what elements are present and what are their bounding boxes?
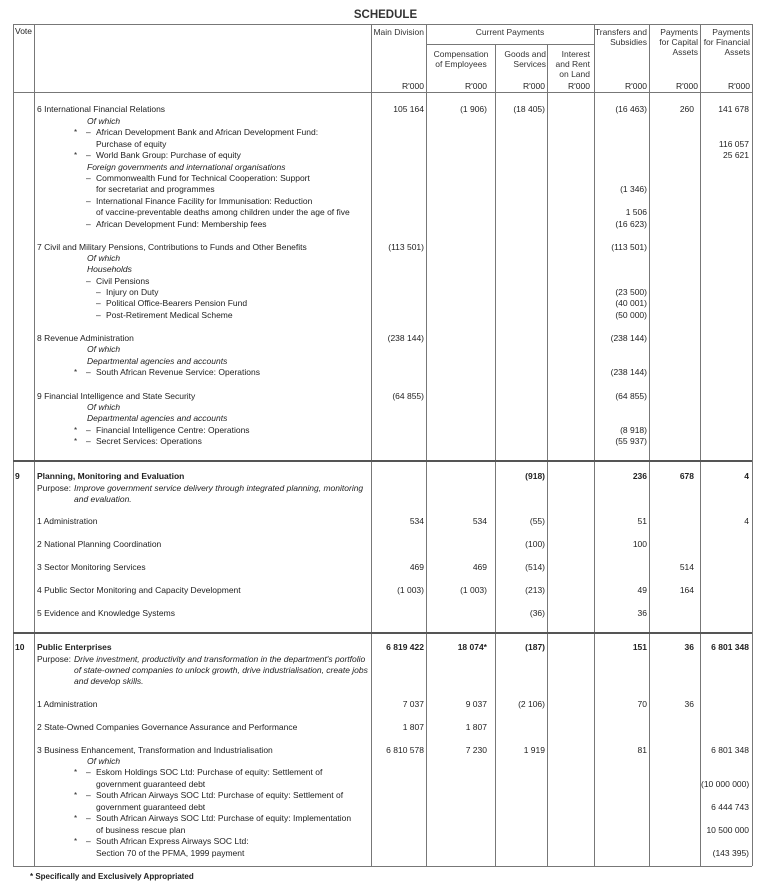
cell-trans: (238 144) (610, 367, 647, 377)
cell-cap: 260 (679, 104, 694, 114)
row-label: Commonwealth Fund for Technical Cooperation: Support (96, 173, 310, 183)
cell-trans: (55 937) (615, 436, 647, 446)
row-label: Section 70 of the PFMA, 1999 payment (96, 848, 245, 858)
row-label: 2 National Planning Coordination (37, 539, 162, 549)
cell-fin: 6 801 348 (711, 642, 749, 652)
row-label: 6 International Financial Relations (37, 104, 166, 114)
cell-goods: (100) (525, 539, 545, 549)
cell-goods: (187) (525, 642, 545, 652)
row-label: International Finance Facility for Immunisation: Reduction (96, 196, 313, 206)
unit-goods: R'000 (523, 81, 545, 91)
row-label: Post-Retirement Medical Scheme (106, 310, 233, 320)
cell-main: 6 819 422 (386, 642, 424, 652)
row-label: government guaranteed debt (96, 779, 206, 789)
cell-fin: (10 000 000) (701, 779, 750, 789)
list-dash: – (86, 150, 91, 160)
list-dash: – (86, 790, 91, 800)
row-label: of business rescue plan (96, 825, 186, 835)
cell-fin: (143 395) (712, 848, 749, 858)
row-label: Of which (87, 253, 121, 263)
cell-fin: 116 057 (718, 139, 749, 149)
cell-main: 7 037 (402, 699, 424, 709)
cell-trans: (64 855) (615, 391, 647, 401)
row-label: Secret Services: Operations (96, 436, 202, 446)
appropriation-marker: * (74, 814, 78, 823)
cell-main: (1 003) (397, 585, 424, 595)
row-label: Improve government service delivery through integrated planning, monitoring (74, 483, 364, 493)
interest-header-2: and Rent (555, 59, 590, 69)
grid-vline (371, 24, 372, 866)
financial-header-3: Assets (724, 47, 750, 57)
row-label: of vaccine-preventable deaths among children under the age of five (96, 207, 350, 217)
grid-vline (13, 24, 14, 866)
row-label: 3 Business Enhancement, Transformation and Industrialisation (37, 745, 273, 755)
unit-transfers: R'000 (625, 81, 647, 91)
cell-cap: 36 (684, 699, 694, 709)
list-dash: – (86, 219, 91, 229)
vote-number: 10 (15, 642, 25, 652)
cell-cap: 514 (679, 562, 694, 572)
cell-goods: (55) (529, 516, 545, 526)
cell-comp: 18 074* (457, 642, 487, 652)
schedule-title: SCHEDULE (353, 9, 418, 21)
cell-main: (238 144) (387, 333, 424, 343)
cell-main: 469 (409, 562, 424, 572)
row-label: African Development Fund: Membership fees (96, 219, 267, 229)
cell-fin: 4 (744, 516, 749, 526)
cell-main: 6 810 578 (386, 745, 424, 755)
row-label: South African Airways SOC Ltd: Purchase of equity: Implementation (96, 813, 352, 823)
footnote: * Specifically and Exclusively Appropriated (30, 872, 194, 881)
cell-main: (64 855) (392, 391, 424, 401)
cell-fin: 6 801 348 (711, 745, 749, 755)
row-label: 5 Evidence and Knowledge Systems (37, 608, 175, 618)
row-label: Of which (87, 344, 121, 354)
cell-comp: 534 (472, 516, 487, 526)
unit-compensation: R'000 (465, 81, 487, 91)
cell-trans: 81 (637, 745, 647, 755)
cell-trans: (40 001) (615, 298, 647, 308)
row-label: 1 Administration (37, 699, 98, 709)
cell-goods: (213) (525, 585, 545, 595)
capital-header-2: for Capital (659, 37, 698, 47)
cell-fin: 141 678 (718, 104, 749, 114)
goods-header-1: Goods and (504, 49, 546, 59)
appropriation-marker: * (74, 128, 78, 137)
row-label: African Development Bank and African Development Fund: (96, 127, 319, 137)
row-label: South African Airways SOC Ltd: Purchase of equity: Settlement of (96, 790, 344, 800)
row-label: South African Revenue Service: Operations (96, 367, 260, 377)
grid-vline (547, 44, 548, 866)
cell-comp: 1 807 (465, 722, 487, 732)
cell-main: 534 (409, 516, 424, 526)
list-dash: – (86, 836, 91, 846)
cell-fin: 4 (744, 471, 749, 481)
row-label: for secretariat and programmes (96, 184, 215, 194)
row-label: Public Enterprises (37, 642, 112, 652)
cell-trans: 36 (637, 608, 647, 618)
interest-header-1: Interest (561, 49, 590, 59)
row-label: Households (87, 264, 132, 274)
cell-goods: (918) (525, 471, 545, 481)
list-dash: – (96, 287, 101, 297)
cell-main: (113 501) (388, 242, 424, 252)
row-label: 7 Civil and Military Pensions, Contributions to Funds and Other Benefits (37, 242, 307, 252)
cell-main: 105 164 (393, 104, 424, 114)
compensation-header-1: Compensation (433, 49, 489, 59)
grid-vline (426, 24, 427, 866)
cell-trans: 236 (632, 471, 647, 481)
cell-trans: (50 000) (615, 310, 647, 320)
cell-trans: 1 506 (625, 207, 647, 217)
transfers-header-2: Subsidies (610, 37, 647, 47)
cell-fin: 6 444 743 (711, 802, 749, 812)
current-payments-header: Current Payments (475, 27, 545, 37)
grid-vline (495, 44, 496, 866)
unit-interest: R'000 (568, 81, 590, 91)
row-label: Drive investment, productivity and transformation in the department's portfolio (74, 654, 366, 664)
list-dash: – (86, 767, 91, 777)
financial-header-1: Payments (712, 27, 750, 37)
row-label: Foreign governments and international organisations (87, 162, 286, 172)
grid-hline (13, 460, 752, 462)
row-label: and develop skills. (74, 676, 144, 686)
purpose-label: Purpose: (37, 654, 72, 664)
cell-comp: (1 003) (460, 585, 487, 595)
row-label: 2 State-Owned Companies Governance Assurance and Performance (37, 722, 298, 732)
list-dash: – (86, 436, 91, 446)
row-label: Eskom Holdings SOC Ltd: Purchase of equity: Settlement of (96, 767, 323, 777)
cell-comp: 7 230 (465, 745, 487, 755)
list-dash: – (86, 196, 91, 206)
unit-financial: R'000 (728, 81, 750, 91)
grid-hline (13, 92, 752, 93)
unit-main: R'000 (402, 81, 424, 91)
row-label: Planning, Monitoring and Evaluation (37, 471, 185, 481)
grid-vline (752, 24, 753, 866)
row-label: Departmental agencies and accounts (87, 413, 228, 423)
row-label: 1 Administration (37, 516, 98, 526)
appropriation-marker: * (74, 837, 78, 846)
row-label: Political Office-Bearers Pension Fund (106, 298, 248, 308)
row-label: Of which (87, 116, 121, 126)
row-label: 9 Financial Intelligence and State Security (37, 391, 196, 401)
vote-header: Vote (15, 26, 33, 36)
purpose-label: Purpose: (37, 483, 72, 493)
row-label: Injury on Duty (106, 287, 159, 297)
goods-header-2: Services (513, 59, 546, 69)
cell-goods: (18 405) (513, 104, 545, 114)
cell-cap: 678 (679, 471, 694, 481)
cell-trans: 100 (632, 539, 647, 549)
grid-vline (649, 24, 650, 866)
cell-cap: 164 (679, 585, 694, 595)
vote-number: 9 (15, 471, 20, 481)
cell-trans: 70 (637, 699, 647, 709)
row-label: Purchase of equity (96, 139, 167, 149)
cell-trans: 51 (637, 516, 647, 526)
capital-header-1: Payments (660, 27, 698, 37)
grid-hline (426, 44, 594, 45)
cell-fin: 10 500 000 (706, 825, 749, 835)
appropriation-marker: * (74, 426, 78, 435)
cell-cap: 36 (684, 642, 694, 652)
row-label: South African Express Airways SOC Ltd: (96, 836, 249, 846)
list-dash: – (96, 298, 101, 308)
cell-fin: 25 621 (723, 150, 749, 160)
main-division-header: Main Division (373, 27, 424, 37)
cell-trans: (16 623) (615, 219, 647, 229)
financial-header-2: for Financial (703, 37, 750, 47)
list-dash: – (96, 310, 101, 320)
row-label: Civil Pensions (96, 276, 150, 286)
unit-capital: R'000 (676, 81, 698, 91)
row-label: Departmental agencies and accounts (87, 356, 228, 366)
capital-header-3: Assets (672, 47, 698, 57)
cell-comp: 9 037 (465, 699, 487, 709)
compensation-header-2: of Employees (435, 59, 487, 69)
appropriation-marker: * (74, 791, 78, 800)
cell-comp: 469 (472, 562, 487, 572)
cell-trans: 151 (632, 642, 647, 652)
cell-goods: (2 106) (518, 699, 545, 709)
cell-trans: (238 144) (610, 333, 647, 343)
row-label: 3 Sector Monitoring Services (37, 562, 146, 572)
row-label: and evaluation. (74, 494, 132, 504)
grid-hline (13, 866, 752, 867)
appropriation-marker: * (74, 151, 78, 160)
grid-vline (34, 24, 35, 866)
list-dash: – (86, 127, 91, 137)
cell-trans: (113 501) (611, 242, 647, 252)
row-label: government guaranteed debt (96, 802, 206, 812)
list-dash: – (86, 367, 91, 377)
row-label: World Bank Group: Purchase of equity (96, 150, 241, 160)
grid-hline (13, 24, 752, 25)
cell-main: 1 807 (402, 722, 424, 732)
appropriation-marker: * (74, 768, 78, 777)
appropriation-marker: * (74, 368, 78, 377)
row-label: 8 Revenue Administration (37, 333, 134, 343)
list-dash: – (86, 173, 91, 183)
cell-trans: (1 346) (620, 184, 647, 194)
row-label: 4 Public Sector Monitoring and Capacity Development (37, 585, 241, 595)
cell-trans: (8 918) (620, 425, 647, 435)
row-label: Of which (87, 402, 121, 412)
row-label: Financial Intelligence Centre: Operations (96, 425, 250, 435)
cell-comp: (1 906) (460, 104, 487, 114)
list-dash: – (86, 276, 91, 286)
row-label: of state-owned companies to unlock growth, drive industrialisation, create jobs (74, 665, 368, 675)
cell-trans: 49 (637, 585, 647, 595)
cell-goods: (36) (529, 608, 545, 618)
grid-hline (13, 632, 752, 634)
appropriation-marker: * (74, 437, 78, 446)
transfers-header-1: Transfers and (594, 27, 647, 37)
cell-goods: (514) (525, 562, 545, 572)
list-dash: – (86, 425, 91, 435)
cell-goods: 1 919 (523, 745, 545, 755)
row-label: Of which (87, 756, 121, 766)
cell-trans: (16 463) (615, 104, 647, 114)
cell-trans: (23 500) (615, 287, 647, 297)
interest-header-3: on Land (559, 69, 590, 79)
list-dash: – (86, 813, 91, 823)
